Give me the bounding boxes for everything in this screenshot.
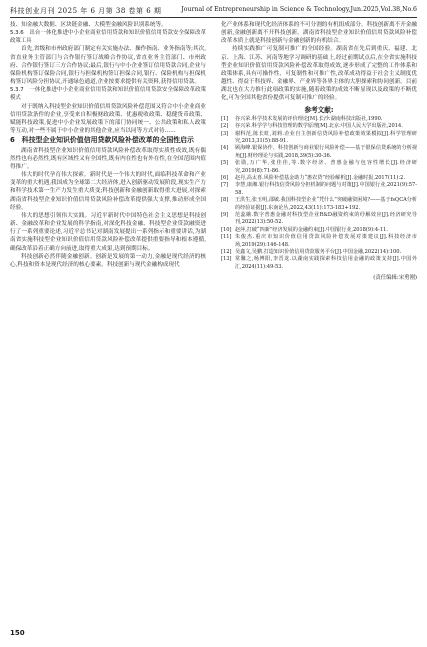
reference-text: 李慧,康湘.银行科技信贷风险分担机制的问题与对策[J].中国银行业,2021(9):57-58. — [235, 182, 417, 196]
reference-number: [12] — [221, 249, 232, 256]
reference-item — [221, 197, 417, 212]
reference-number: [5] — [221, 160, 229, 167]
journal-header-left: 科技创业月刊 2025 年 6 月第 38 卷第 6 期 — [10, 7, 162, 15]
reference-text: 张勋,万广华,张佳佳,等.数字经济、普惠金融与包容性增长[J].经济研究,2019(8):71-86. — [235, 160, 417, 174]
reference-item — [221, 131, 417, 146]
reference-number: [7] — [221, 182, 229, 189]
journal-header-right: Journal of Entrepreneurship in Science & Technology,Jun.2025,Vol.38,No.6 — [181, 6, 417, 13]
reference-number: [3] — [221, 130, 229, 137]
subsection-heading: 5.3.6 出台一体化推进中小企业商业信用贷款和知识价值信用贷款安全保障改革政策工具 — [10, 30, 206, 45]
reference-item — [221, 234, 417, 249]
paragraph: 科技创新必然伴随金融创新。创新是发展的第一动力,金融是现代经济的核心,科技和资本是现代经济的核心要素。科技创新与现代金融构成现代 — [10, 253, 206, 268]
reference-item — [221, 212, 417, 227]
reference-item — [221, 145, 417, 160]
reference-number: [4] — [221, 145, 229, 152]
reference-text: 常馨之,杨博阳,李晋龙.以湖南实践探索科技信用金融的政策支持[J].中国外汇,2024(11):49-53. — [235, 256, 417, 270]
section-heading: 6 科技型企业知识价值信用贷款风险补偿改革的全国性启示 — [10, 136, 194, 145]
reference-text: 吴鑫文,吴鹏.打造知识价值信用贷款服务平台[J].中国金融,2022(14):100. — [235, 249, 402, 256]
paragraph: 湖南省科技型企业知识价值信用贷款风险补偿改革取得实质性成效,既有偶然性也有必然性,既有区域性又有全国性,既有内在性也有外在性,在全国范围内值得推广。 — [10, 147, 206, 170]
paragraph: 伟大的思想引领伟大实践。习近平新时代中国特色社会主义思想是科技创新、金融改革和企业发展的科学指南,对深化科技金融、科技型企业贷款融资进行了一系列重要论述,习近平总书记对湖南发展提出一系列指示和重要讲话,为湖南省实施科技型企业知识价值信用贷款风险补偿改革提供重要指导和根本遵循,确保改革沿着正确方向前进,取得重大成果,达到预期目标。 — [10, 212, 206, 252]
paragraph: 技、知金融大数据、区块链金融、大模型金融风险识别系统等。 — [10, 22, 167, 28]
reference-item — [221, 123, 417, 130]
reference-number: [6] — [221, 174, 229, 181]
reference-number: [1] — [221, 115, 229, 122]
reference-text: 王洪生,张玉明,邵敏.我国科技型企业“凭什么”突破融资困境?——基于fsQCA分析的经验证据[J].东南论丛,2022,43(11):173-183+192. — [235, 197, 417, 211]
reference-text: 谷兴荣.科学学与科技管理的数学原理[M].北京:中国人民大学出版社,2014. — [235, 123, 403, 130]
paragraph: 首先,省级和市州政府部门制定有关实施办法、操作指南、业务指南等;其次,省直业务主管部门与合作银行签订战略合作协议,省直业务主管部门、市州政府、合作银行签订三方合作协议;最后,银行与中小企业签订信用贷款合同,企业与保险机构签订保险合同,银行与担保机构签订担保合同,银行、保险机构与担保机构签订风险分担协议,开通绿色通道,企业按要求提供有关资料,获得信用贷款。 — [10, 46, 206, 86]
paragraph: 持续实践推广可复制可推广的全国经验。湖南省在先后到重庆、福建、北京、上海、江苏、河南等地学习调研的基础上,经过前期试点后,在全省实施科技型企业知识价值信用贷款风险补偿改革取得成效,逐步形成了完整的工作体系和政策体系,具有可操作性、可复制性和可推广性,改革成功得益于社会主义制度优越性、得益于科技界、金融界、产业界等各界主体的大胆探索和协同创新。目前湖北也在大力推行此项政策的实施,随着政策的成效不断显现以及政策的不断优化,可为全国其他省份提供可复制可推广的经验。 — [221, 46, 417, 102]
reference-text: 赵萍,打破“四新”经济发展的金融约束[J].中国银行业,2018(9):4-11. — [235, 226, 388, 233]
paragraph: 化产业体系和现代化经济体系的不可分割的有机组成部分。科技创新离不开金融创新,金融创新离不开科技创新。湖南省科技型企业知识价值信用贷款风险补偿改革本质上就是科技创新与金融创新的有机结合。 — [221, 22, 417, 45]
reference-item — [221, 160, 417, 175]
reference-text: 赵丹,高太喜.风险补偿基金助力“惠农贷”经验解析[J].金融时报,2017(11):2. — [235, 174, 405, 181]
reference-list — [221, 116, 417, 272]
reference-number: [9] — [221, 212, 229, 218]
reference-text: 范蕊娥.数字普惠金融对科技型企业R&D融资约束的纾解效应[J].经济研究导刊,2022(13):50-52. — [235, 212, 417, 226]
page-number: 150 — [10, 629, 25, 637]
reference-item — [221, 256, 417, 271]
reference-text: 朱俊杰.重庆市知识价值信用贷款风险补偿发展对策建议[J].科技经济市场,2019(29):146-148. — [235, 234, 417, 248]
reference-item — [221, 116, 417, 123]
reference-item — [221, 182, 417, 197]
right-column — [221, 21, 417, 282]
subsection-heading: 5.3.7 一体化推进中小企业商业信用贷款和知识价值信用贷款安全保障改革政策模式 — [10, 87, 206, 102]
reference-text: 谢科范,陈长虹,刘莉.企业自主创新信贷风险补偿政策效果模拟[J].科学管理研究,2013,31(5):88-91. — [235, 130, 417, 144]
header-rule — [10, 17, 417, 18]
reference-text: 顾海峰.银保协作、科技创新与商业银行风险补偿——基于银保信贷系统的分析视角[J].财经理论与实践,2018,39(5):30-36. — [235, 145, 417, 159]
left-column — [10, 21, 206, 269]
reference-number: [10] — [221, 226, 232, 233]
reference-number: [11] — [221, 234, 232, 241]
reference-number: [13] — [221, 256, 232, 263]
responsible-editor: (责任编辑:宋勇刚) — [373, 275, 417, 282]
paragraph: 伟大的时代孕育伟大探索。新时代是一个伟大的时代,面临科技革命和产业变革的重大机遇,我国成为全球第二大经济体,进入创新驱动发展阶段,现实生产力和科学技术第一生产力发生重大质变;科技创新和金融创新取得重大进展,对探索湖南省科技型企业知识价值信用贷款风险补偿改革提供强大支撑,推动形成全国经验。 — [10, 172, 206, 211]
reference-number: [2] — [221, 123, 229, 130]
references-title: 参考文献: — [304, 105, 334, 114]
paragraph: 对于既纳入科技型企业知识价值信用贷款风险补偿范围又符合中小企业商业信用贷款条件的企业,享受来自积极财政政策、优惠税收政策、稳健货币政策、赋能科技政策,促进中小企业发展政策下的部门协同统一、公共政策和私人政策等互动,对一些不属于中小企业的其他企业,应当以同等方式对待…… — [10, 103, 206, 135]
reference-text: 谷兴荣.科学技术发展的评价理论[M].长沙:湖南科技出版社,1990. — [235, 115, 383, 122]
reference-number: [8] — [221, 197, 229, 204]
